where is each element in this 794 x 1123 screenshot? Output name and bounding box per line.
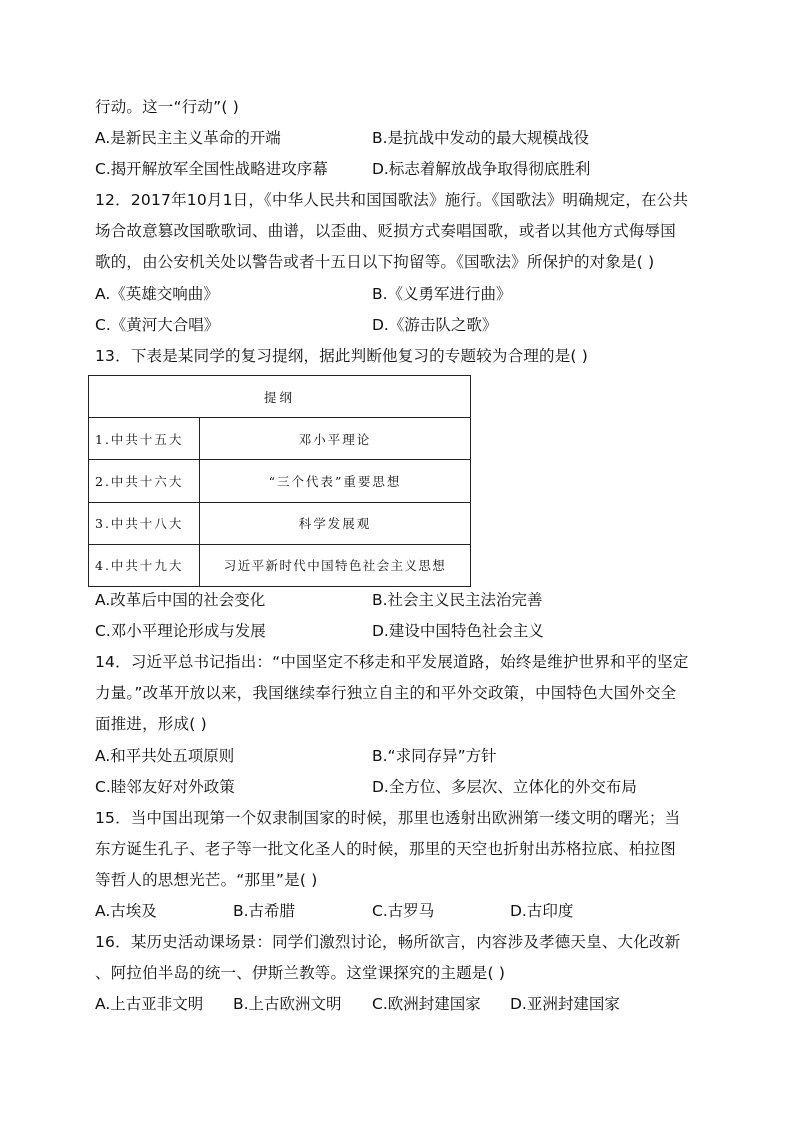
table-cell-theory: 习近平新时代中国特色社会主义思想 xyxy=(200,544,471,586)
q12-option-c[interactable]: C.《黄河大合唱》 xyxy=(95,316,220,334)
q15-option-b[interactable]: B.古希腊 xyxy=(233,902,296,920)
q13-option-b[interactable]: B.社会主义民主法治完善 xyxy=(372,591,543,609)
q14-option-b[interactable]: B.“求同存异”方针 xyxy=(372,747,497,765)
q13-option-c[interactable]: C.邓小平理论形成与发展 xyxy=(95,622,266,640)
table-row xyxy=(89,460,471,502)
q14-option-d[interactable]: D.全方位、多层次、立体化的外交布局 xyxy=(372,778,637,796)
q13-stem: 13．下表是某同学的复习提纲，据此判断他复习的专题较为合理的是( ) xyxy=(95,347,589,365)
q16-option-d[interactable]: D.亚洲封建国家 xyxy=(510,995,620,1013)
q14-option-a[interactable]: A.和平共处五项原则 xyxy=(95,747,235,765)
table-cell-theory: “三个代表”重要思想 xyxy=(200,460,471,502)
q11-option-b[interactable]: B.是抗战中发动的最大规模战役 xyxy=(372,129,590,147)
q11-option-d[interactable]: D.标志着解放战争取得彻底胜利 xyxy=(372,160,591,178)
q12-stem-line-3: 歌的，由公安机关处以警告或者十五日以下拘留等。《国歌法》所保护的对象是( ) xyxy=(95,253,655,271)
q14-stem-line-3: 面推进，形成( ) xyxy=(95,715,207,733)
outline-table xyxy=(88,375,471,587)
q12-option-b[interactable]: B.《义勇军进行曲》 xyxy=(372,285,512,303)
table-cell-congress: 3.中共十八大 xyxy=(89,502,200,544)
q14-option-c[interactable]: C.睦邻友好对外政策 xyxy=(95,778,235,796)
table-cell-theory: 科学发展观 xyxy=(200,502,471,544)
q11-option-a[interactable]: A.是新民主主义革命的开端 xyxy=(95,129,281,147)
q13-option-a[interactable]: A.改革后中国的社会变化 xyxy=(95,591,266,609)
outline-table-header: 提纲 xyxy=(89,376,471,418)
q16-stem-line-2: 、阿拉伯半岛的统一、伊斯兰教等。这堂课探究的主题是( ) xyxy=(95,964,506,982)
q15-stem-line-2: 东方诞生孔子、老子等一批文化圣人的时候，那里的天空也折射出苏格拉底、柏拉图 xyxy=(95,840,676,858)
q12-option-a[interactable]: A.《英雄交响曲》 xyxy=(95,285,219,303)
table-row xyxy=(89,418,471,460)
q15-stem-line-1: 15．当中国出现第一个奴隶制国家的时候，那里也透射出欧洲第一缕文明的曙光；当 xyxy=(95,809,681,827)
q15-stem-line-3: 等哲人的思想光芒。“那里”是( ) xyxy=(95,871,318,889)
q11-option-c[interactable]: C.揭开解放军全国性战略进攻序幕 xyxy=(95,160,328,178)
q15-option-d[interactable]: D.古印度 xyxy=(510,902,574,920)
q16-option-a[interactable]: A.上古亚非文明 xyxy=(95,995,204,1013)
q12-stem-line-1: 12．2017年10月1日，《中华人民共和国国歌法》施行。《国歌法》明确规定，在公共 xyxy=(95,191,689,209)
q12-option-d[interactable]: D.《游击队之歌》 xyxy=(372,316,498,334)
q14-stem-line-2: 力量。”改革开放以来，我国继续奉行独立自主的和平外交政策，中国特色大国外交全 xyxy=(95,684,677,702)
q12-stem-line-2: 场合故意篡改国歌歌词、曲谱，以歪曲、贬损方式奏唱国歌，或者以其他方式侮辱国 xyxy=(95,222,676,240)
table-cell-congress: 1.中共十五大 xyxy=(89,418,200,460)
table-cell-congress: 4.中共十九大 xyxy=(89,544,200,586)
table-cell-theory: 邓小平理论 xyxy=(200,418,471,460)
q11-tail: 行动。这一“行动”( ) xyxy=(95,98,239,116)
q16-stem-line-1: 16．某历史活动课场景：同学们激烈讨论，畅所欲言，内容涉及孝德天皇、大化改新 xyxy=(95,933,681,951)
table-cell-congress: 2.中共十六大 xyxy=(89,460,200,502)
q14-stem-line-1: 14．习近平总书记指出：“中国坚定不移走和平发展道路，始终是维护世界和平的坚定 xyxy=(95,653,689,671)
q15-option-a[interactable]: A.古埃及 xyxy=(95,902,157,920)
q16-option-c[interactable]: C.欧洲封建国家 xyxy=(372,995,481,1013)
table-row xyxy=(89,544,471,586)
q16-option-b[interactable]: B.上古欧洲文明 xyxy=(233,995,342,1013)
q15-option-c[interactable]: C.古罗马 xyxy=(372,902,435,920)
q13-option-d[interactable]: D.建设中国特色社会主义 xyxy=(372,622,544,640)
table-row xyxy=(89,502,471,544)
